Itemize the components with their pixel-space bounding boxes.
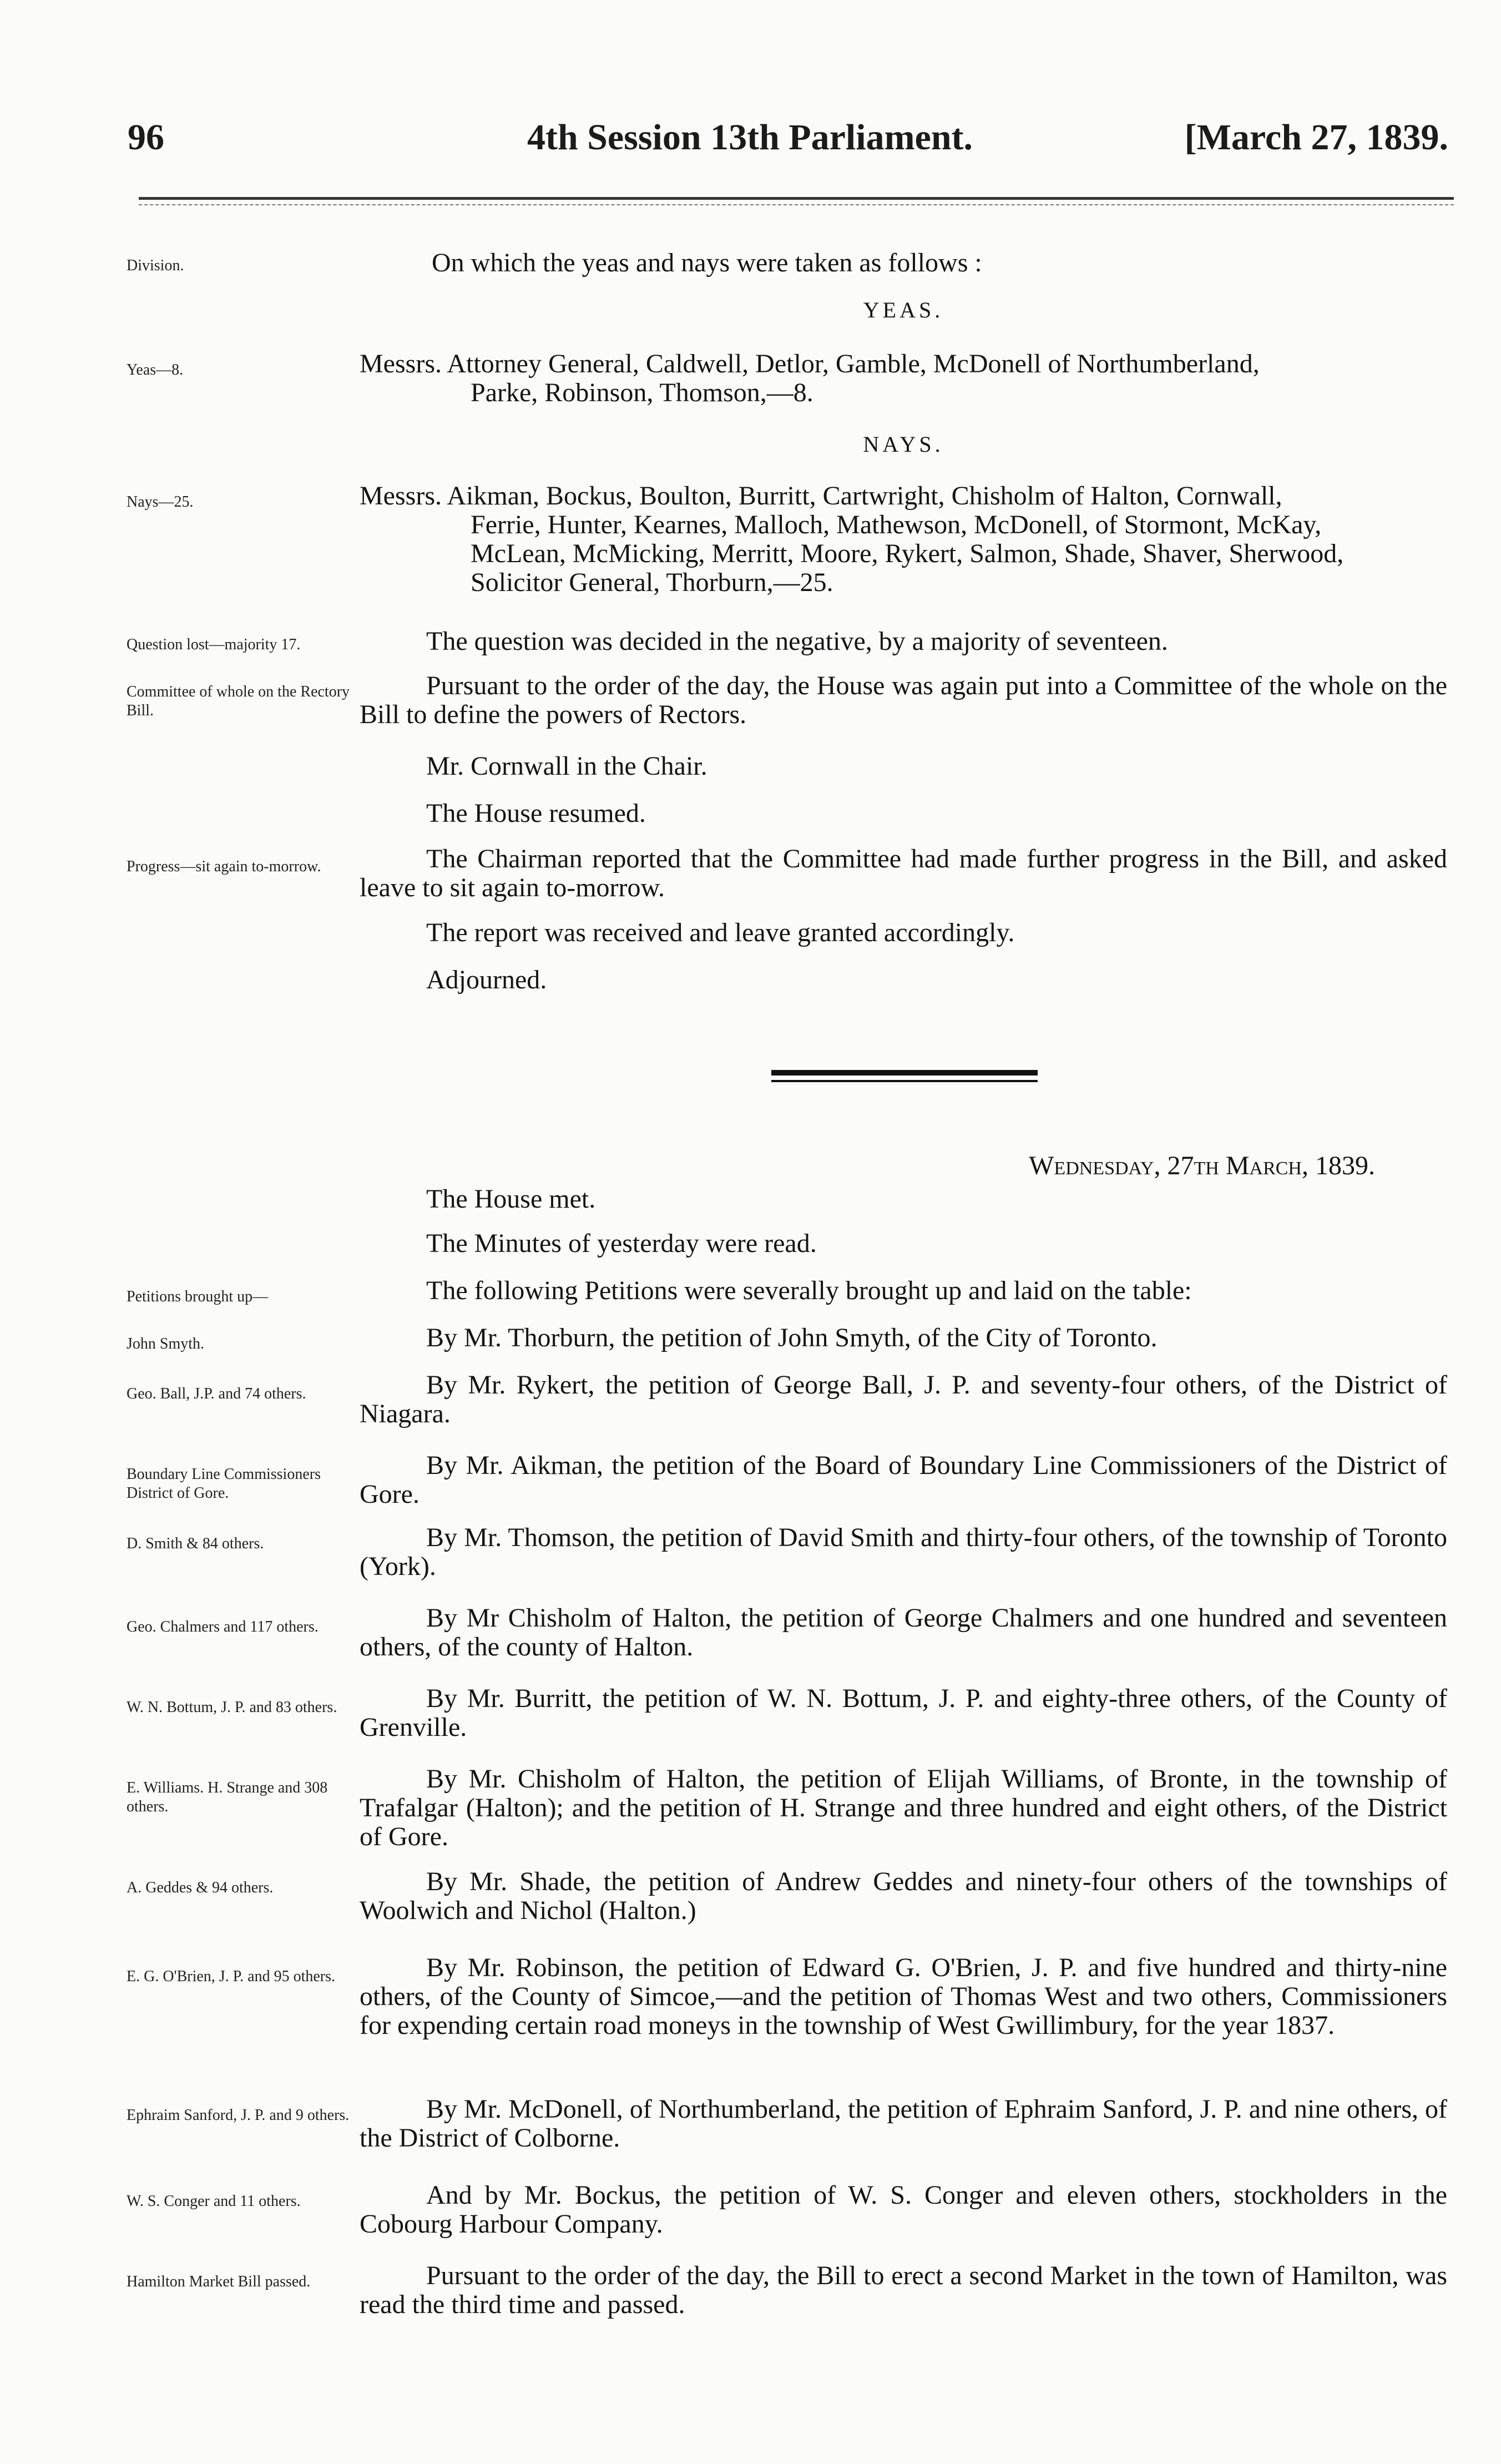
yeas-line-1: Messrs. Attorney General, Caldwell, Detlor, Gamble, McDonell of Northumberland, [360, 349, 1260, 378]
paragraph-petition: By Mr. Thomson, the petition of David Smith and thirty-four others, of the township of Toronto (York). [360, 1523, 1447, 1581]
paragraph-house-met: The House met. [426, 1184, 596, 1214]
side-note-market-bill: Hamilton Market Bill passed. [127, 2273, 311, 2290]
header-rule [139, 197, 1454, 200]
paragraph-petition: By Mr. Shade, the petition of Andrew Geddes and ninety-four others of the townships of Woolwich and Nichol (Halton.) [360, 1867, 1447, 1925]
side-note-progress: Progress—sit again to-morrow. [127, 858, 321, 875]
side-note-petition: D. Smith & 84 others. [127, 1535, 264, 1552]
paragraph-question-lost: The question was decided in the negative, by a majority of seventeen. [426, 627, 1168, 656]
paragraph-petition: By Mr Chisholm of Halton, the petition of George Chalmers and one hundred and seventeen others, of the county of Halton. [360, 1603, 1447, 1662]
paragraph-chair: Mr. Cornwall in the Chair. [426, 751, 707, 781]
side-note-yeas: Yeas—8. [127, 361, 184, 378]
session-title: 4th Session 13th Parliament. [527, 117, 973, 158]
paragraph-petition: By Mr. McDonell, of Northumberland, the petition of Ephraim Sanford, J. P. and nine others, of the District of Colborne. [360, 2094, 1447, 2153]
paragraph-minutes: The Minutes of yesterday were read. [426, 1229, 817, 1258]
nays-line-1: Messrs. Aikman, Bockus, Boulton, Burritt, Cartwright, Chisholm of Halton, Cornwall, [360, 481, 1282, 511]
page-number: 96 [128, 117, 164, 158]
dateline: Wednesday, 27th March, 1839. [1029, 1151, 1375, 1180]
side-note-petitions: Petitions brought up— [127, 1288, 269, 1305]
nays-line-3: McLean, McMicking, Merritt, Moore, Rykert, Salmon, Shade, Shaver, Sherwood, [471, 539, 1344, 568]
paragraph-market-bill: Pursuant to the order of the day, the Bill to erect a second Market in the town of Hamilton, was read the third time and passed. [360, 2261, 1447, 2319]
section-separator [771, 1070, 1038, 1082]
paragraph-report: The report was received and leave granted accordingly. [426, 918, 1015, 947]
paragraph-progress: The Chairman reported that the Committee had made further progress in the Bill, and asked leave to sit again to-morrow. [360, 844, 1447, 902]
paragraph-adjourned: Adjourned. [426, 965, 547, 994]
side-note-nays: Nays—25. [127, 493, 194, 511]
paragraph-petition: By Mr. Rykert, the petition of George Ball, J. P. and seventy-four others, of the District of Niagara. [360, 1370, 1447, 1428]
nays-heading: NAYS. [863, 432, 944, 457]
paragraph-resumed: The House resumed. [426, 799, 646, 828]
paragraph-petition: By Mr. Burritt, the petition of W. N. Bottum, J. P. and eighty-three others, of the County of Grenville. [360, 1684, 1447, 1742]
side-note-question-lost: Question lost—majority 17. [127, 636, 301, 653]
paragraph-petitions-intro: The following Petitions were severally brought up and laid on the table: [426, 1276, 1192, 1305]
nays-line-2: Ferrie, Hunter, Kearnes, Malloch, Mathewson, McDonell, of Stormont, McKay, [471, 510, 1322, 539]
paragraph-rectory-bill: Pursuant to the order of the day, the House was again put into a Committee of the whole on the Bill to define the powers of Rectors. [360, 671, 1447, 729]
side-note-petition: John Smyth. [127, 1335, 205, 1352]
yeas-heading: YEAS. [863, 297, 944, 322]
yeas-line-2: Parke, Robinson, Thomson,—8. [471, 378, 813, 407]
side-note-petition: W. S. Conger and 11 others. [127, 2193, 301, 2210]
side-note-rectory-bill: Committee of whole on the Rectory Bill. [127, 683, 350, 719]
header-date: [March 27, 1839. [1184, 117, 1448, 158]
paragraph-petition: By Mr. Chisholm of Halton, the petition of Elijah Williams, of Bronte, in the township of Trafalgar (Halton); and the petition of H. Strange and three hundred and eight others, of the District of Gore. [360, 1764, 1447, 1851]
paragraph-petition: By Mr. Robinson, the petition of Edward G. O'Brien, J. P. and five hundred and thirty-nine others, of the County of Simcoe,—and the petition of Thomas West and two others, Commissioners for expending certain road moneys in the township of West Gwillimbury, for the year 1837. [360, 1953, 1447, 2040]
side-note-division: Division. [127, 257, 184, 274]
side-note-petition: Boundary Line Commissioners District of Gore. [127, 1466, 321, 1502]
side-note-petition: E. Williams. H. Strange and 308 others. [127, 1779, 328, 1815]
header-rule-dashed [139, 204, 1454, 205]
paragraph-petition: By Mr. Aikman, the petition of the Board of Boundary Line Commissioners of the District of Gore. [360, 1451, 1447, 1509]
side-note-petition: E. G. O'Brien, J. P. and 95 others. [127, 1968, 336, 1985]
nays-list [360, 482, 1447, 597]
running-header [128, 117, 1448, 178]
side-note-petition: A. Geddes & 94 others. [127, 1879, 274, 1896]
division-intro: On which the yeas and nays were taken as follows : [432, 248, 982, 277]
side-note-petition: Ephraim Sanford, J. P. and 9 others. [127, 2107, 350, 2124]
paragraph-petition: By Mr. Thorburn, the petition of John Smyth, of the City of Toronto. [426, 1323, 1158, 1352]
side-note-petition: W. N. Bottum, J. P. and 83 others. [127, 1699, 337, 1716]
side-note-petition: Geo. Chalmers and 117 others. [127, 1618, 319, 1635]
nays-line-4: Solicitor General, Thorburn,—25. [471, 568, 833, 597]
side-note-petition: Geo. Ball, J.P. and 74 others. [127, 1385, 306, 1402]
yeas-list [360, 350, 1447, 407]
paragraph-petition: And by Mr. Bockus, the petition of W. S. Conger and eleven others, stockholders in the Cobourg Harbour Company. [360, 2180, 1447, 2239]
